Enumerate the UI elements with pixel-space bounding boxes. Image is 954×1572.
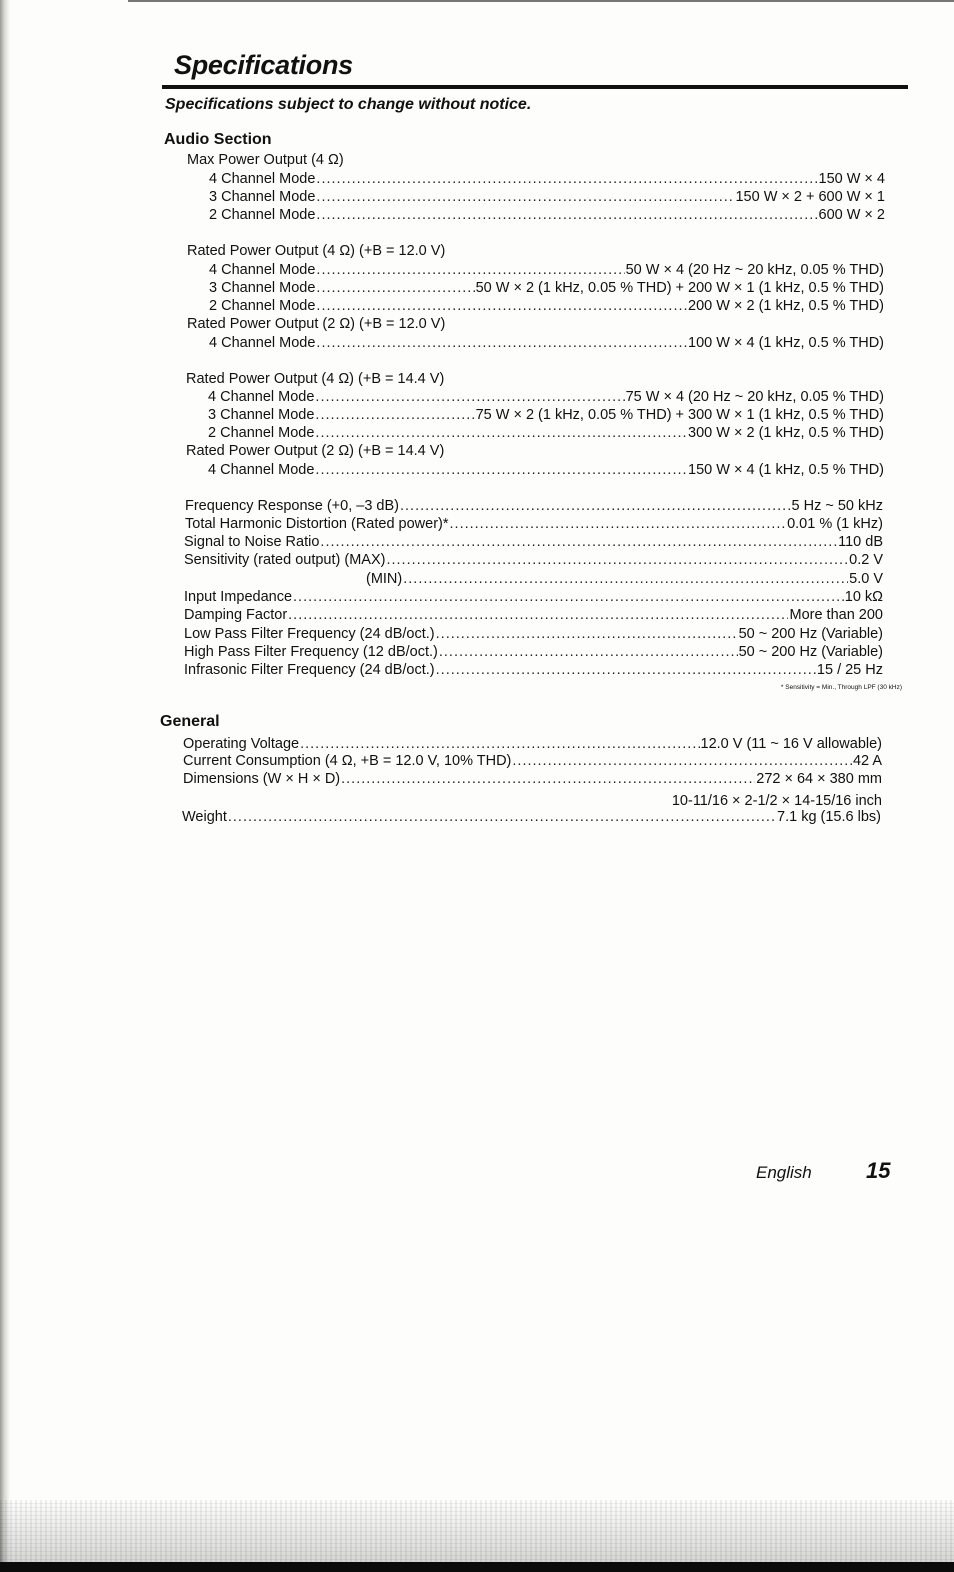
spec-value: 150 W × 4 (1 kHz, 0.5 % THD) (688, 462, 884, 478)
spec-value: 10 kΩ (844, 589, 883, 605)
leader-dots (341, 770, 755, 788)
page-number: 15 (866, 1158, 891, 1183)
spec-label: Dimensions (W × H × D) (183, 771, 341, 787)
leader-dots (436, 625, 738, 643)
footnote: * Sensitivity = Min., Through LPF (30 kHz) (780, 684, 902, 691)
leader-dots (316, 334, 687, 352)
spec-value: 15 / 25 Hz (816, 662, 883, 678)
spec-value: 12.0 V (11 ~ 16 V allowable) (700, 736, 882, 752)
spec-label: 4 Channel Mode (209, 171, 316, 187)
spec-value: 75 W × 4 (20 Hz ~ 20 kHz, 0.05 % THD) (625, 389, 884, 405)
leader-dots (316, 297, 687, 315)
spec-row (183, 735, 882, 753)
spec-label: High Pass Filter Frequency (12 dB/oct.) (184, 644, 438, 660)
spec-value: 50 W × 2 (1 kHz, 0.05 % THD) + 200 W × 1 (1 kHz, 0.5 % THD) (475, 280, 884, 296)
spec-value: 150 W × 2 + 600 W × 1 (735, 189, 885, 205)
spec-value: 272 × 64 × 380 mm (756, 771, 882, 787)
spec-label: 2 Channel Mode (209, 298, 316, 314)
spec-row (183, 770, 882, 788)
scan-bottom-edge (0, 1562, 954, 1572)
leader-dots (400, 497, 791, 515)
leader-dots (316, 261, 624, 279)
spec-row (184, 606, 883, 624)
scan-left-edge (0, 0, 10, 1572)
leader-dots (315, 406, 474, 424)
leader-dots (439, 643, 738, 661)
spec-label: Low Pass Filter Frequency (24 dB/oct.) (184, 626, 435, 642)
rated-power-2ohm-12v-label: Rated Power Output (2 Ω) (+B = 12.0 V) (187, 316, 446, 332)
spec-label: 4 Channel Mode (209, 262, 316, 278)
spec-row (209, 188, 885, 206)
rated-power-2ohm-14v-label: Rated Power Output (2 Ω) (+B = 14.4 V) (186, 443, 445, 459)
spec-row (184, 551, 883, 569)
spec-label: Signal to Noise Ratio (184, 534, 320, 550)
leader-dots (315, 461, 687, 479)
spec-label: Input Impedance (184, 589, 293, 605)
spec-label: Sensitivity (rated output) (MAX) (184, 552, 386, 568)
spec-row (208, 461, 884, 479)
spec-row (183, 752, 882, 770)
spec-row (209, 334, 884, 352)
leader-dots (316, 188, 734, 206)
spec-value: 110 dB (838, 534, 883, 550)
spec-row (209, 297, 884, 315)
spec-row (209, 261, 884, 279)
leader-dots (512, 752, 852, 770)
spec-value: 300 W × 2 (1 kHz, 0.5 % THD) (688, 425, 884, 441)
spec-label: 4 Channel Mode (208, 389, 315, 405)
leader-dots (450, 515, 787, 533)
leader-dots (403, 570, 848, 588)
leader-dots (316, 279, 474, 297)
general-section-heading: General (160, 713, 220, 730)
leader-dots (228, 808, 776, 826)
leader-dots (386, 551, 848, 569)
spec-label: (MIN) (366, 571, 403, 587)
leader-dots (315, 388, 624, 406)
spec-value: 100 W × 4 (1 kHz, 0.5 % THD) (688, 335, 884, 351)
leader-dots (315, 424, 687, 442)
spec-label: Total Harmonic Distortion (Rated power)* (185, 516, 449, 532)
spec-value: 5 Hz ~ 50 kHz (791, 498, 883, 514)
rated-power-4ohm-12v-label: Rated Power Output (4 Ω) (+B = 12.0 V) (187, 243, 446, 259)
spec-row (184, 643, 883, 661)
spec-row (185, 497, 883, 515)
spec-label: 4 Channel Mode (208, 462, 315, 478)
spec-row (209, 170, 885, 188)
dimensions-inch: 10-11/16 × 2-1/2 × 14-15/16 inch (671, 793, 882, 809)
spec-label: Current Consumption (4 Ω, +B = 12.0 V, 10% THD) (183, 753, 512, 769)
spec-value: 42 A (852, 753, 882, 769)
spec-row (184, 533, 883, 551)
leader-dots (288, 606, 788, 624)
spec-value: 7.1 kg (15.6 lbs) (777, 809, 881, 825)
spec-row (209, 206, 885, 224)
spec-value: 0.01 % (1 kHz) (787, 516, 883, 532)
spec-label: 2 Channel Mode (209, 207, 316, 223)
spec-row (184, 588, 883, 606)
spec-row (184, 625, 883, 643)
spec-label: 3 Channel Mode (209, 280, 316, 296)
scan-top-edge (128, 0, 954, 2)
spec-value: 5.0 V (849, 571, 883, 587)
spec-value: 150 W × 4 (818, 171, 885, 187)
max-power-label: Max Power Output (4 Ω) (187, 152, 344, 168)
spec-row (208, 388, 884, 406)
spec-label: 3 Channel Mode (208, 407, 315, 423)
spec-label: Frequency Response (+0, –3 dB) (185, 498, 399, 514)
spec-label: 4 Channel Mode (209, 335, 316, 351)
spec-label: Weight (182, 809, 227, 825)
spec-value: More than 200 (789, 607, 883, 623)
spec-value: 50 ~ 200 Hz (Variable) (738, 644, 883, 660)
spec-row (184, 661, 883, 679)
title-rule (162, 85, 908, 89)
spec-value: 600 W × 2 (818, 207, 885, 223)
subtitle: Specifications subject to change without notice. (165, 96, 532, 113)
spec-value: 50 W × 4 (20 Hz ~ 20 kHz, 0.05 % THD) (625, 262, 884, 278)
spec-label: Infrasonic Filter Frequency (24 dB/oct.) (184, 662, 435, 678)
spec-label: Damping Factor (184, 607, 288, 623)
spec-value: 0.2 V (849, 552, 883, 568)
spec-label: 2 Channel Mode (208, 425, 315, 441)
spec-row (182, 808, 881, 826)
leader-dots (316, 170, 817, 188)
spec-value: 50 ~ 200 Hz (Variable) (738, 626, 883, 642)
rated-power-4ohm-14v-label: Rated Power Output (4 Ω) (+B = 14.4 V) (186, 371, 445, 387)
spec-value: 200 W × 2 (1 kHz, 0.5 % THD) (688, 298, 884, 314)
page-title: Specifications (174, 50, 353, 80)
spec-row (366, 570, 883, 588)
spec-row (209, 279, 884, 297)
spec-value: 75 W × 2 (1 kHz, 0.05 % THD) + 300 W × 1 (1 kHz, 0.5 % THD) (475, 407, 884, 423)
footer-language: English (756, 1163, 812, 1182)
spec-row (208, 406, 884, 424)
leader-dots (293, 588, 844, 606)
spec-row (185, 515, 883, 533)
spec-label: Operating Voltage (183, 736, 300, 752)
leader-dots (316, 206, 817, 224)
spec-label: 3 Channel Mode (209, 189, 316, 205)
leader-dots (300, 735, 699, 753)
leader-dots (436, 661, 816, 679)
spec-row (208, 424, 884, 442)
audio-section-heading: Audio Section (164, 131, 272, 148)
leader-dots (320, 533, 837, 551)
